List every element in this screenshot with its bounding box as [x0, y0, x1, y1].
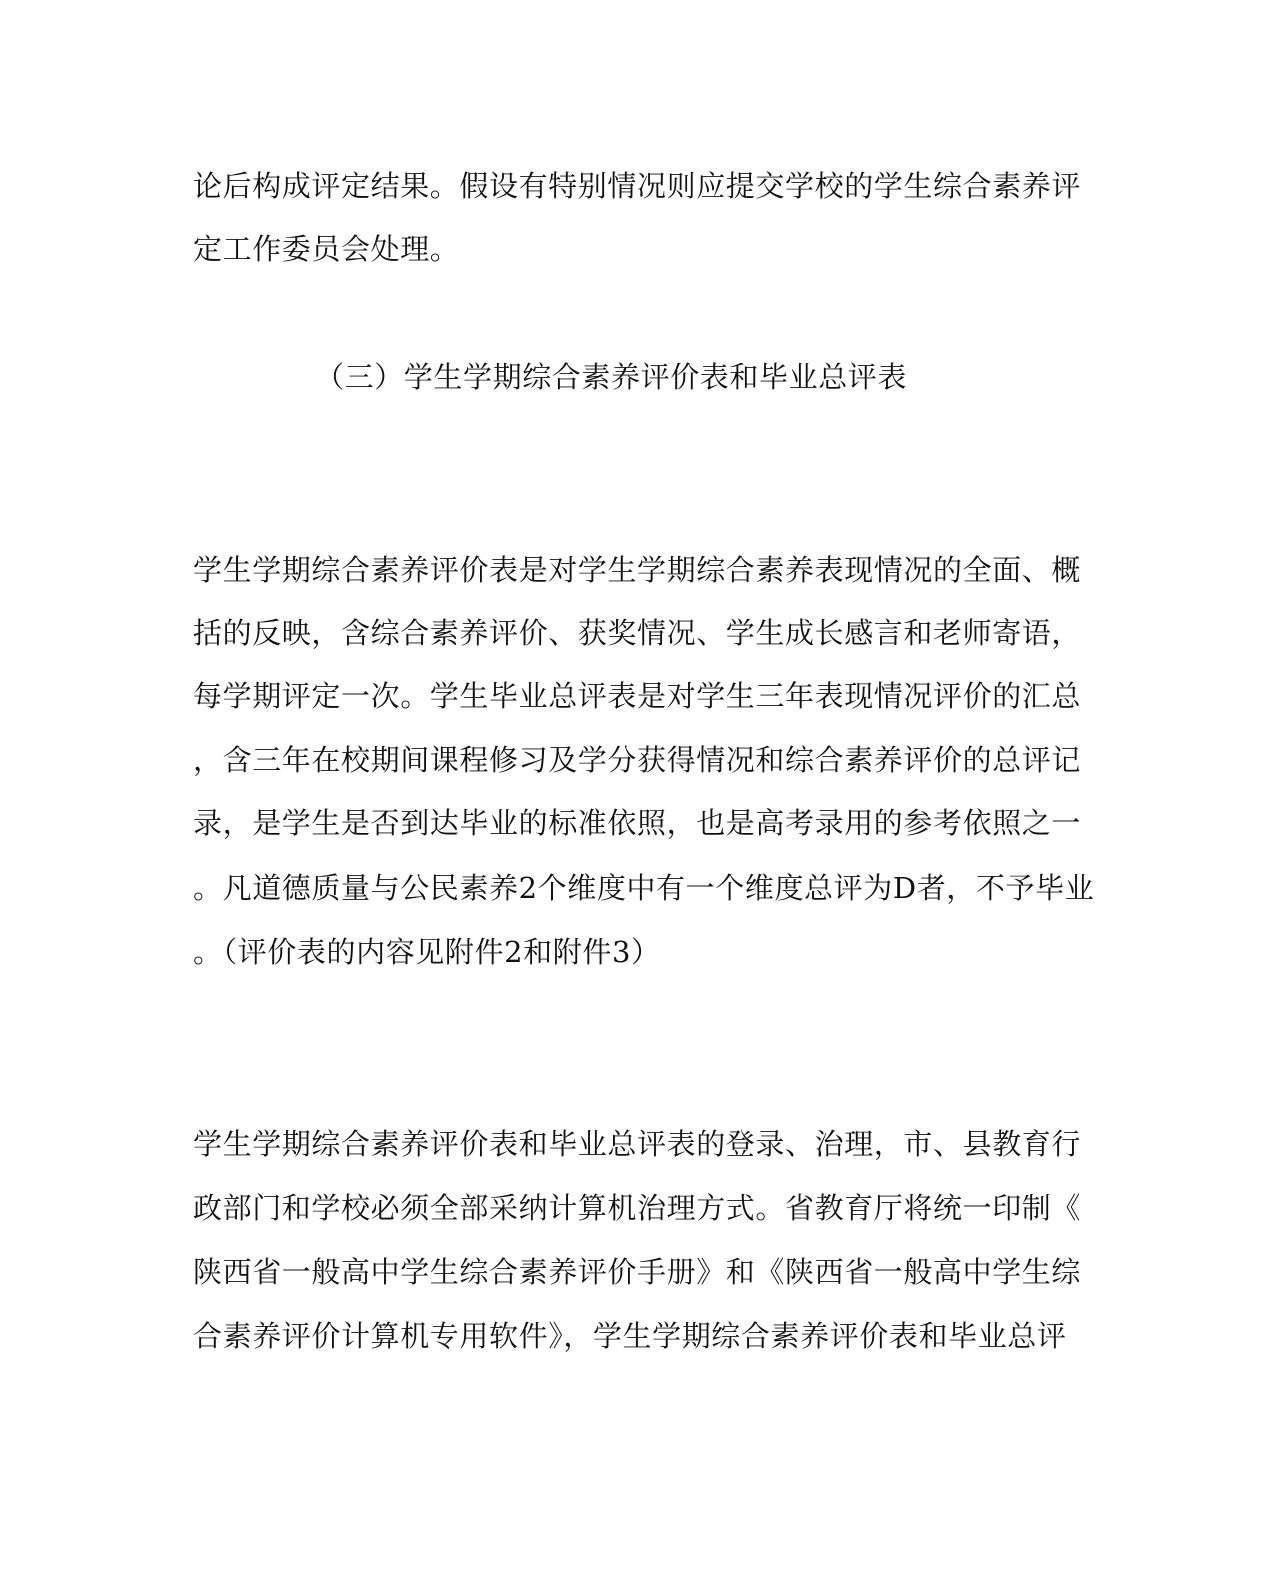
paragraph-line: 政部门和学校必须全部采纳计算机治理方式。省教育厅将统一印制《 [193, 1191, 1082, 1225]
paragraph-line: 学生学期综合素养评价表和毕业总评表的登录、治理，市、县教育行 [193, 1127, 1082, 1161]
paragraph-line: 括的反映，含综合素养评价、获奖情况、学生成长感言和老师寄语， [193, 616, 1082, 650]
section-heading: （三）学生学期综合素养评价表和毕业总评表 [315, 360, 908, 394]
paragraph-line: 论后构成评定结果。假设有特别情况则应提交学校的学生综合素养评 [193, 169, 1082, 203]
paragraph-line: 。（评价表的内容见附件2和附件3） [193, 935, 661, 969]
paragraph-line: 。凡道德质量与公民素养2个维度中有一个维度总评为D者，不予毕业 [193, 871, 1095, 905]
paragraph-line: 每学期评定一次。学生毕业总评表是对学生三年表现情况评价的汇总 [193, 679, 1082, 713]
paragraph-line: 定工作委员会处理。 [193, 232, 460, 266]
paragraph-line: 录，是学生是否到达毕业的标准依照，也是高考录用的参考依照之一 [193, 806, 1082, 840]
paragraph-line: 陕西省一般高中学生综合素养评价手册》和《陕西省一般高中学生综 [193, 1255, 1082, 1289]
paragraph-line: ，含三年在校期间课程修习及学分获得情况和综合素养评价的总评记 [193, 743, 1082, 777]
paragraph-line: 学生学期综合素养评价表是对学生学期综合素养表现情况的全面、概 [193, 553, 1082, 587]
paragraph-line: 合素养评价计算机专用软件》，学生学期综合素养评价表和毕业总评 [193, 1319, 1067, 1353]
